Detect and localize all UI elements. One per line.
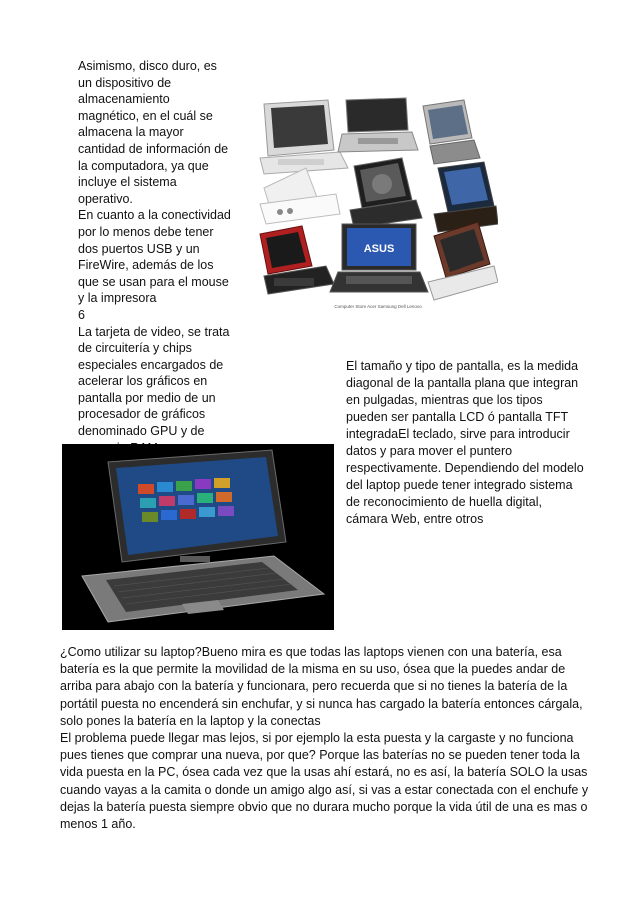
right-text-column	[346, 358, 586, 528]
left-text-line: almacena la mayor	[78, 125, 184, 140]
battery-usage-paragraph: ¿Como utilizar su laptop?Bueno mira es que todas las laptops vienen con una batería, esa batería es la que permite la movilidad de la misma en su uso, ósea que la puedes andar de arriba para abajo con la batería y funcionara, pero recuerda que si no tienes la batería de la portátil puesta no encenderá sin enchufar, y si nunca has cargado la batería entonces cárgala, solo pones la batería en la laptop y la conectas El problema puede llegar mas lejos, si por ejemplo la esta puesta y la cargaste y no funciona pues tienes que comprar una nueva, por que? Porque las baterías no se pueden tener toda la vida puesta en la PC, ósea cada vez que la usas ahí estará, no es así, la batería SOLO la usas cuando vayas a la camita o donde un amigo algo así, si vas a estar conectada con el enchufe y dejas la batería puesta siempre obvio que no durara mucho porque la vida útil de una es mas o menos 1 año.	[60, 645, 589, 832]
laptop-silver-open	[260, 100, 348, 174]
left-text-line: de circuitería y chips	[78, 341, 192, 356]
left-text-line: que se usan para el mouse	[78, 274, 229, 289]
left-text-line: y la impresora	[78, 291, 157, 306]
left-text-line: acelerar los gráficos en	[78, 374, 208, 389]
left-text-line: cantidad de información de	[78, 141, 229, 156]
left-text-line: la computadora, ya que	[78, 158, 209, 173]
left-text-line: La tarjeta de video, se trata	[78, 324, 230, 339]
laptop-white-side	[260, 168, 340, 224]
left-text-line: incluye el sistema	[78, 175, 177, 190]
left-text-line: almacenamiento	[78, 92, 170, 107]
laptop-red	[260, 226, 334, 294]
laptop-dark-brown	[434, 162, 498, 232]
left-text-line: En cuanto a la conectividad	[78, 208, 231, 223]
left-text-line: FireWire, además de los	[78, 258, 214, 273]
convertible-laptop-photo	[62, 444, 334, 630]
left-text-line: operativo.	[78, 191, 133, 206]
left-text-line: por lo menos debe tener	[78, 224, 214, 239]
left-text-line: procesador de gráficos	[78, 407, 206, 422]
screen-keyboard-paragraph: El tamaño y tipo de pantalla, es la medida diagonal de la pantalla plana que integran en pulgadas, mientras que los tipos pueden ser pantalla LCD ó pantalla TFT integradaEl teclado, sirve para introducir datos y para mover el puntero respectivamente. Dependiendo del modelo del laptop puede tener integrado sistema de reconocimiento de huella digital, cámara Web, entre otros	[346, 359, 584, 526]
left-text-line: dos puertos USB y un	[78, 241, 200, 256]
start-screen-tiles	[138, 478, 234, 522]
laptop-silver-black-screen	[338, 98, 418, 152]
left-text-line: denominado GPU y de	[78, 424, 205, 439]
how-to-use-laptop-section	[60, 644, 590, 833]
left-text-line: magnético, en el cuál se	[78, 108, 213, 123]
laptops-collage-image	[258, 96, 498, 312]
left-text-line: 6	[78, 307, 85, 322]
left-text-line: Asimismo, disco duro, es	[78, 59, 217, 73]
laptop-asus	[330, 224, 428, 292]
left-text-line: especiales encargados de	[78, 357, 224, 372]
laptop-gray-landscape	[423, 100, 480, 164]
asus-logo-text: ASUS	[363, 243, 395, 255]
collage-caption: Computer Store Acer Samsung Dell Lenovo	[334, 304, 422, 309]
laptop-brown-white	[428, 222, 498, 300]
laptop-black-patterned	[350, 158, 422, 228]
left-text-column	[78, 58, 238, 456]
left-text-line: un dispositivo de	[78, 75, 172, 90]
left-text-line: pantalla por medio de un	[78, 390, 216, 405]
